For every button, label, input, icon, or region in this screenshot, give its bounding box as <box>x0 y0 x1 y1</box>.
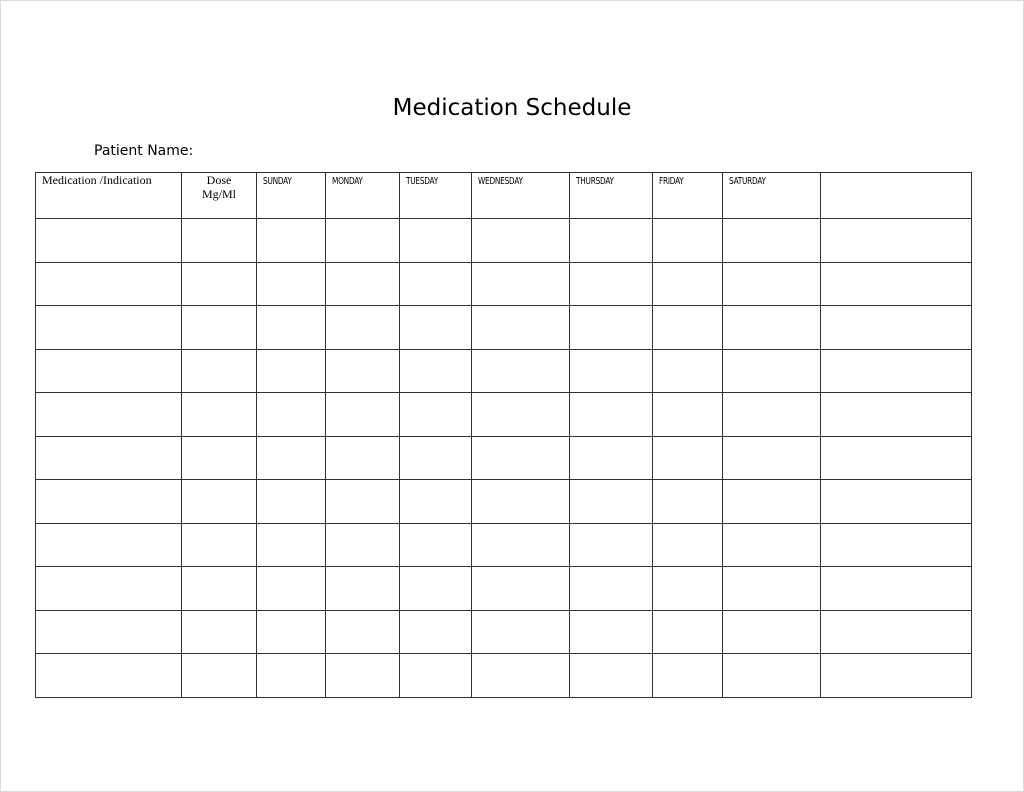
cell-thursday[interactable] <box>570 349 653 393</box>
table-row <box>36 262 972 306</box>
header-wednesday-label: WEDNESDAY <box>478 176 523 187</box>
cell-friday[interactable] <box>653 262 723 306</box>
cell-sunday[interactable] <box>257 306 326 350</box>
cell-dose[interactable] <box>182 393 257 437</box>
header-tuesday-label: TUESDAY <box>406 176 438 187</box>
cell-tuesday[interactable] <box>400 654 472 698</box>
cell-friday[interactable] <box>653 610 723 654</box>
patient-name-label: Patient Name: <box>94 143 194 159</box>
cell-sunday[interactable] <box>257 480 326 524</box>
cell-saturday[interactable] <box>723 654 821 698</box>
header-friday-label: FRIDAY <box>659 176 684 187</box>
cell-dose[interactable] <box>182 610 257 654</box>
cell-wednesday[interactable] <box>472 393 570 437</box>
table-body <box>36 219 972 698</box>
cell-extra[interactable] <box>821 306 972 350</box>
table-row <box>36 306 972 350</box>
header-medication-indication: Medication /Indication <box>36 173 182 219</box>
cell-saturday[interactable] <box>723 523 821 567</box>
header-dose-label: Dose <box>206 173 232 187</box>
cell-saturday[interactable] <box>723 349 821 393</box>
cell-monday[interactable] <box>326 306 400 350</box>
header-saturday <box>723 173 821 219</box>
cell-saturday[interactable] <box>723 436 821 480</box>
table-row <box>36 523 972 567</box>
cell-friday[interactable] <box>653 349 723 393</box>
cell-thursday[interactable] <box>570 393 653 437</box>
header-extra-column <box>821 173 972 219</box>
cell-extra[interactable] <box>821 610 972 654</box>
cell-monday[interactable] <box>326 436 400 480</box>
cell-medication[interactable] <box>36 480 182 524</box>
table-row <box>36 654 972 698</box>
cell-dose[interactable] <box>182 262 257 306</box>
cell-thursday[interactable] <box>570 219 653 263</box>
cell-wednesday[interactable] <box>472 654 570 698</box>
cell-sunday[interactable] <box>257 436 326 480</box>
header-tuesday <box>400 173 472 219</box>
cell-extra[interactable] <box>821 393 972 437</box>
cell-monday[interactable] <box>326 567 400 611</box>
cell-dose[interactable] <box>182 436 257 480</box>
cell-medication[interactable] <box>36 393 182 437</box>
cell-dose[interactable] <box>182 523 257 567</box>
table-row <box>36 480 972 524</box>
cell-medication[interactable] <box>36 306 182 350</box>
cell-medication[interactable] <box>36 436 182 480</box>
cell-medication[interactable] <box>36 262 182 306</box>
cell-extra[interactable] <box>821 523 972 567</box>
cell-tuesday[interactable] <box>400 610 472 654</box>
cell-sunday[interactable] <box>257 393 326 437</box>
cell-friday[interactable] <box>653 436 723 480</box>
cell-wednesday[interactable] <box>472 567 570 611</box>
cell-medication[interactable] <box>36 654 182 698</box>
cell-thursday[interactable] <box>570 567 653 611</box>
header-dose <box>182 173 257 219</box>
document-title: Medication Schedule <box>392 95 632 121</box>
cell-tuesday[interactable] <box>400 523 472 567</box>
medication-schedule-table <box>35 172 972 698</box>
header-monday-label: MONDAY <box>332 176 363 187</box>
cell-dose[interactable] <box>182 654 257 698</box>
header-thursday <box>570 173 653 219</box>
cell-sunday[interactable] <box>257 654 326 698</box>
cell-wednesday[interactable] <box>472 262 570 306</box>
cell-sunday[interactable] <box>257 219 326 263</box>
cell-wednesday[interactable] <box>472 436 570 480</box>
cell-friday[interactable] <box>653 306 723 350</box>
cell-saturday[interactable] <box>723 393 821 437</box>
cell-sunday[interactable] <box>257 523 326 567</box>
cell-friday[interactable] <box>653 480 723 524</box>
cell-medication[interactable] <box>36 349 182 393</box>
table-header-row <box>36 173 972 219</box>
cell-dose[interactable] <box>182 480 257 524</box>
cell-friday[interactable] <box>653 654 723 698</box>
cell-saturday[interactable] <box>723 567 821 611</box>
cell-saturday[interactable] <box>723 219 821 263</box>
header-thursday-label: THURSDAY <box>576 176 614 187</box>
cell-wednesday[interactable] <box>472 349 570 393</box>
cell-extra[interactable] <box>821 567 972 611</box>
cell-tuesday[interactable] <box>400 349 472 393</box>
cell-friday[interactable] <box>653 523 723 567</box>
cell-extra[interactable] <box>821 219 972 263</box>
cell-dose[interactable] <box>182 306 257 350</box>
cell-tuesday[interactable] <box>400 262 472 306</box>
cell-friday[interactable] <box>653 219 723 263</box>
cell-friday[interactable] <box>653 393 723 437</box>
cell-tuesday[interactable] <box>400 436 472 480</box>
cell-thursday[interactable] <box>570 262 653 306</box>
cell-dose[interactable] <box>182 567 257 611</box>
cell-medication[interactable] <box>36 567 182 611</box>
cell-monday[interactable] <box>326 523 400 567</box>
cell-tuesday[interactable] <box>400 480 472 524</box>
cell-extra[interactable] <box>821 436 972 480</box>
header-friday <box>653 173 723 219</box>
cell-tuesday[interactable] <box>400 306 472 350</box>
table-row <box>36 219 972 263</box>
cell-sunday[interactable] <box>257 349 326 393</box>
header-sunday <box>257 173 326 219</box>
cell-tuesday[interactable] <box>400 219 472 263</box>
cell-extra[interactable] <box>821 262 972 306</box>
cell-extra[interactable] <box>821 654 972 698</box>
cell-medication[interactable] <box>36 219 182 263</box>
header-sunday-label: SUNDAY <box>263 176 292 187</box>
cell-wednesday[interactable] <box>472 480 570 524</box>
cell-saturday[interactable] <box>723 610 821 654</box>
cell-monday[interactable] <box>326 349 400 393</box>
cell-medication[interactable] <box>36 523 182 567</box>
cell-extra[interactable] <box>821 349 972 393</box>
cell-thursday[interactable] <box>570 306 653 350</box>
table-row <box>36 610 972 654</box>
cell-monday[interactable] <box>326 393 400 437</box>
cell-thursday[interactable] <box>570 523 653 567</box>
cell-monday[interactable] <box>326 480 400 524</box>
cell-thursday[interactable] <box>570 610 653 654</box>
cell-thursday[interactable] <box>570 654 653 698</box>
cell-medication[interactable] <box>36 610 182 654</box>
header-wednesday <box>472 173 570 219</box>
cell-monday[interactable] <box>326 654 400 698</box>
header-monday <box>326 173 400 219</box>
cell-tuesday[interactable] <box>400 393 472 437</box>
table-row <box>36 436 972 480</box>
cell-dose[interactable] <box>182 219 257 263</box>
cell-saturday[interactable] <box>723 262 821 306</box>
cell-extra[interactable] <box>821 480 972 524</box>
cell-monday[interactable] <box>326 610 400 654</box>
cell-saturday[interactable] <box>723 306 821 350</box>
cell-saturday[interactable] <box>723 480 821 524</box>
cell-sunday[interactable] <box>257 610 326 654</box>
cell-tuesday[interactable] <box>400 567 472 611</box>
cell-sunday[interactable] <box>257 567 326 611</box>
cell-monday[interactable] <box>326 219 400 263</box>
header-saturday-label: SATURDAY <box>729 176 766 187</box>
header-dose-unit: Mg/Ml <box>201 187 236 201</box>
cell-wednesday[interactable] <box>472 306 570 350</box>
cell-wednesday[interactable] <box>472 610 570 654</box>
cell-thursday[interactable] <box>570 436 653 480</box>
cell-thursday[interactable] <box>570 480 653 524</box>
cell-wednesday[interactable] <box>472 219 570 263</box>
table-row <box>36 349 972 393</box>
table-row <box>36 567 972 611</box>
cell-friday[interactable] <box>653 567 723 611</box>
cell-monday[interactable] <box>326 262 400 306</box>
cell-wednesday[interactable] <box>472 523 570 567</box>
table-row <box>36 393 972 437</box>
cell-dose[interactable] <box>182 349 257 393</box>
cell-sunday[interactable] <box>257 262 326 306</box>
